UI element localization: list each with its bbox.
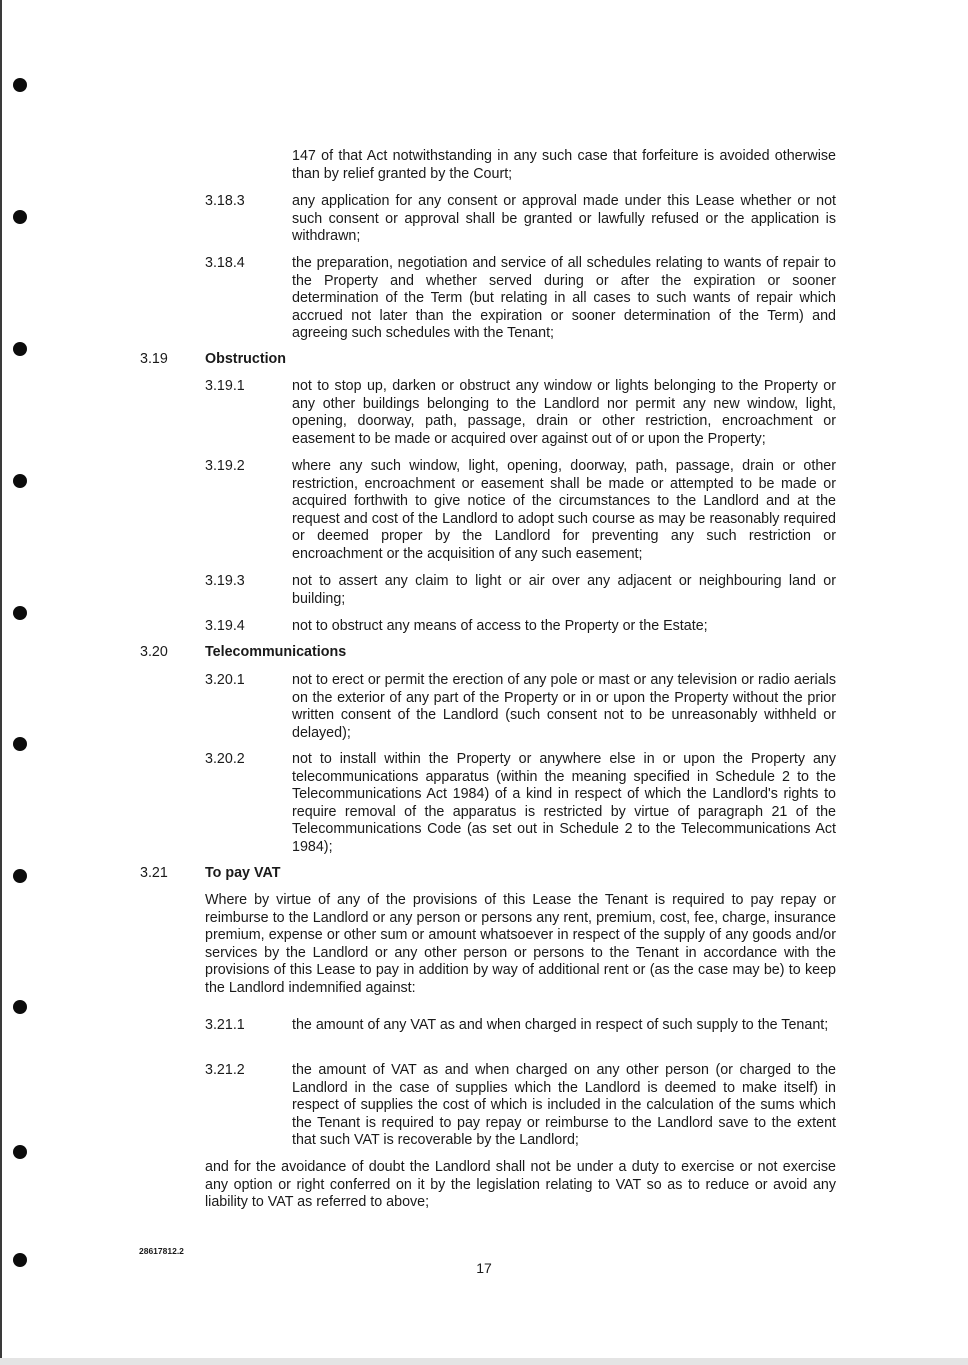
punch-hole: [13, 1000, 27, 1014]
page-number: 17: [476, 1260, 492, 1276]
clause-number: 3.19.1: [205, 378, 245, 394]
clause-text: the preparation, negotiation and service of all schedules relating to wants of repair to the Property and whether served during or after the expiration or sooner determination of the Term (but relating in all cases to such wants of repair which accrued not later than the expiration or sooner determination of the Term) and agreeing such schedules with the Tenant;: [292, 255, 836, 342]
punch-hole: [13, 342, 27, 356]
punch-hole: [13, 1145, 27, 1159]
clause-text: not to erect or permit the erection of any pole or mast or any television or radio aerials on the exterior of any part of the Property or in or upon the Property without the prior written consent of the Landlord (such consent not to be unreasonably withheld or delayed);: [292, 672, 836, 741]
punch-hole: [13, 210, 27, 224]
clause-number: 3.18.4: [205, 255, 245, 271]
closing-paragraph: and for the avoidance of doubt the Landlord shall not be under a duty to exercise or not exercise any option or right conferred on it by the legislation relating to VAT so as to reduce or avoid any liability to VAT as referred to above;: [205, 1159, 836, 1211]
section-heading: Telecommunications: [205, 644, 347, 660]
clause-text: where any such window, light, opening, doorway, path, passage, drain or other restriction, encroachment or easement shall be made or attempted to be made or acquired forthwith to give notice of the circumstances to the Landlord and at the request and cost of the Landlord to adopt such course as may be reasonably required or deemed proper by the Landlord for preventing any such restriction or encroachment or the acquisition of any such easement;: [292, 458, 836, 562]
scan-bottom-edge: [0, 1358, 968, 1365]
page-edge-line: [0, 0, 2, 1365]
section-number: 3.19: [140, 351, 168, 367]
punch-hole: [13, 869, 27, 883]
section-heading: To pay VAT: [205, 865, 281, 881]
clause-number: 3.19.4: [205, 618, 245, 634]
punch-hole: [13, 606, 27, 620]
clause-number: 3.19.2: [205, 458, 245, 474]
clause-text: the amount of VAT as and when charged on any other person (or charged to the Landlord in the case of supplies which the Landlord is deemed to make itself) in respect of supplies the cost of which is included in the calculation of the sums which the Tenant is required to pay repay or reimburse to the Landlord save to the extent that such VAT is recoverable by the Landlord;: [292, 1062, 836, 1149]
clause-text: any application for any consent or approval made under this Lease whether or not such consent or approval shall be granted or lawfully refused or the application is withdrawn;: [292, 193, 836, 245]
clause-number: 3.20.1: [205, 672, 245, 688]
section-heading: Obstruction: [205, 351, 287, 367]
footer-document-reference: 28617812.2: [139, 1246, 184, 1256]
clause-continuation-text: 147 of that Act notwithstanding in any such case that forfeiture is avoided otherwise than by relief granted by the Court;: [292, 148, 836, 182]
clause-number: 3.19.3: [205, 573, 245, 589]
clause-number: 3.21.1: [205, 1017, 245, 1033]
clause-text: not to obstruct any means of access to the Property or the Estate;: [292, 618, 708, 634]
clause-number: 3.18.3: [205, 193, 245, 209]
clause-number: 3.20.2: [205, 751, 245, 767]
section-number: 3.21: [140, 865, 168, 881]
punch-hole: [13, 474, 27, 488]
punch-hole: [13, 737, 27, 751]
section-number: 3.20: [140, 644, 168, 660]
clause-text: not to install within the Property or anywhere else in or upon the Property any telecommunications apparatus (within the meaning specified in Schedule 2 to the Telecommunications Act 1984) of a kind in respect of which the Landlord's rights to require removal of the apparatus is restricted by virtue of paragraph 21 of the Telecommunications Code (as set out in Schedule 2 to the Telecommunications Act 1984);: [292, 751, 836, 855]
clause-number: 3.21.2: [205, 1062, 245, 1078]
clause-text: not to assert any claim to light or air over any adjacent or neighbouring land or building;: [292, 573, 836, 607]
section-body-text: Where by virtue of any of the provisions of this Lease the Tenant is required to pay repay or reimburse to the Landlord or any person or persons any rent, premium, cost, fee, charge, insurance premium, expense or other sum or amount whatsoever in respect of the supply of any goods and/or services by the Landlord or any other person or persons to the Tenant in accordance with the provisions of this Lease to pay in addition by way of additional rent or (as the case may be) to keep the Landlord indemnified against:: [205, 892, 836, 996]
clause-text: not to stop up, darken or obstruct any window or lights belonging to the Property or any other buildings belonging to the Landlord nor permit any new window, light, opening, doorway, path, passage, drain or other restriction, encroachment or easement to be made or acquired over against out of or upon the Property;: [292, 378, 836, 447]
punch-hole: [13, 78, 27, 92]
clause-text: the amount of any VAT as and when charged in respect of such supply to the Tenant;: [292, 1017, 829, 1033]
